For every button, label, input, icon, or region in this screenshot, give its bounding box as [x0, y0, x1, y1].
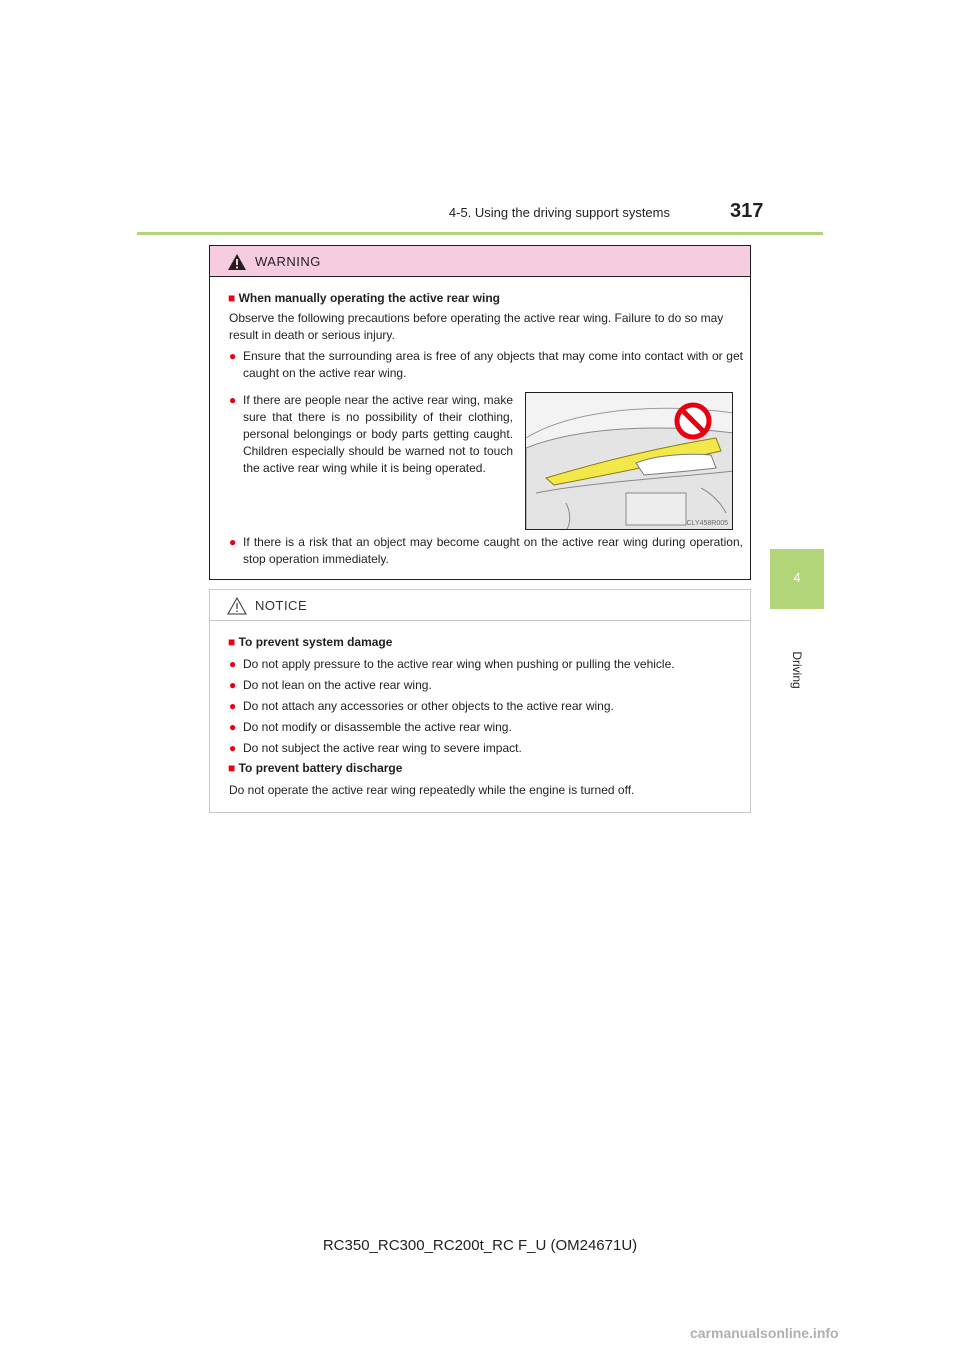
round-bullet: ● — [229, 720, 237, 734]
chapter-label: Driving — [790, 651, 804, 689]
notice-triangle-icon — [227, 597, 247, 615]
warning-bullet-3: If there is a risk that an object may become caught on the active rear wing during operation, stop operation immediately. — [243, 535, 743, 566]
notice-bullet-3: Do not attach any accessories or other objects to the active rear wing. — [243, 699, 614, 713]
chapter-number: 4 — [793, 570, 801, 585]
round-bullet: ● — [229, 535, 237, 549]
warning-bullet-1: Ensure that the surrounding area is free of any objects that may come into contact with or get caught on the active rear wing. — [243, 349, 743, 380]
rear-wing-drawing — [526, 393, 733, 530]
notice-heading-1-text: To prevent system damage — [238, 635, 393, 649]
round-bullet: ● — [229, 393, 237, 407]
warning-label: WARNING — [255, 254, 321, 269]
notice-heading-2 — [228, 761, 402, 775]
illustration-code: CLY458R005 — [686, 520, 728, 527]
notice-header — [210, 590, 750, 621]
warning-bullet-2: If there are people near the active rear wing, make sure that there is no possibility of their clothing, personal belongings or body parts getting caught. Children especially should be warned not to touch the active rear wing while it is being operated. — [243, 393, 513, 475]
notice-heading-1 — [228, 635, 392, 649]
watermark: carmanualsonline.info — [690, 1325, 839, 1341]
chapter-label-wrap — [770, 640, 824, 700]
notice-bullet-4: Do not modify or disassemble the active rear wing. — [243, 720, 512, 734]
round-bullet: ● — [229, 657, 237, 671]
notice-heading-2-text: To prevent battery discharge — [238, 761, 403, 775]
header-rule — [137, 232, 823, 235]
warning-heading — [228, 291, 500, 305]
notice-bullet-5: Do not subject the active rear wing to severe impact. — [243, 741, 522, 755]
square-bullet: ■ — [228, 291, 236, 305]
prohibited-icon — [677, 405, 709, 437]
square-bullet: ■ — [228, 761, 236, 775]
notice-bullet-2: Do not lean on the active rear wing. — [243, 678, 432, 692]
model-code-footer: RC350_RC300_RC200t_RC F_U (OM24671U) — [322, 1237, 638, 1254]
notice-battery-text: Do not operate the active rear wing repeatedly while the engine is turned off. — [229, 783, 635, 797]
warning-header — [210, 246, 750, 277]
page-number: 317 — [730, 200, 764, 222]
warning-intro: Observe the following precautions before operating the active rear wing. Failure to do so may result in death or serious injury. — [229, 311, 724, 342]
notice-bullet-1: Do not apply pressure to the active rear wing when pushing or pulling the vehicle. — [243, 657, 675, 671]
round-bullet: ● — [229, 349, 237, 363]
round-bullet: ● — [229, 678, 237, 692]
round-bullet: ● — [229, 699, 237, 713]
rear-wing-illustration — [525, 392, 733, 530]
round-bullet: ● — [229, 741, 237, 755]
section-title: 4-5. Using the driving support systems — [448, 205, 670, 220]
square-bullet: ■ — [228, 635, 236, 649]
warning-heading-text: When manually operating the active rear wing — [238, 291, 500, 305]
warning-triangle-icon — [227, 253, 247, 271]
notice-label: NOTICE — [255, 598, 308, 613]
